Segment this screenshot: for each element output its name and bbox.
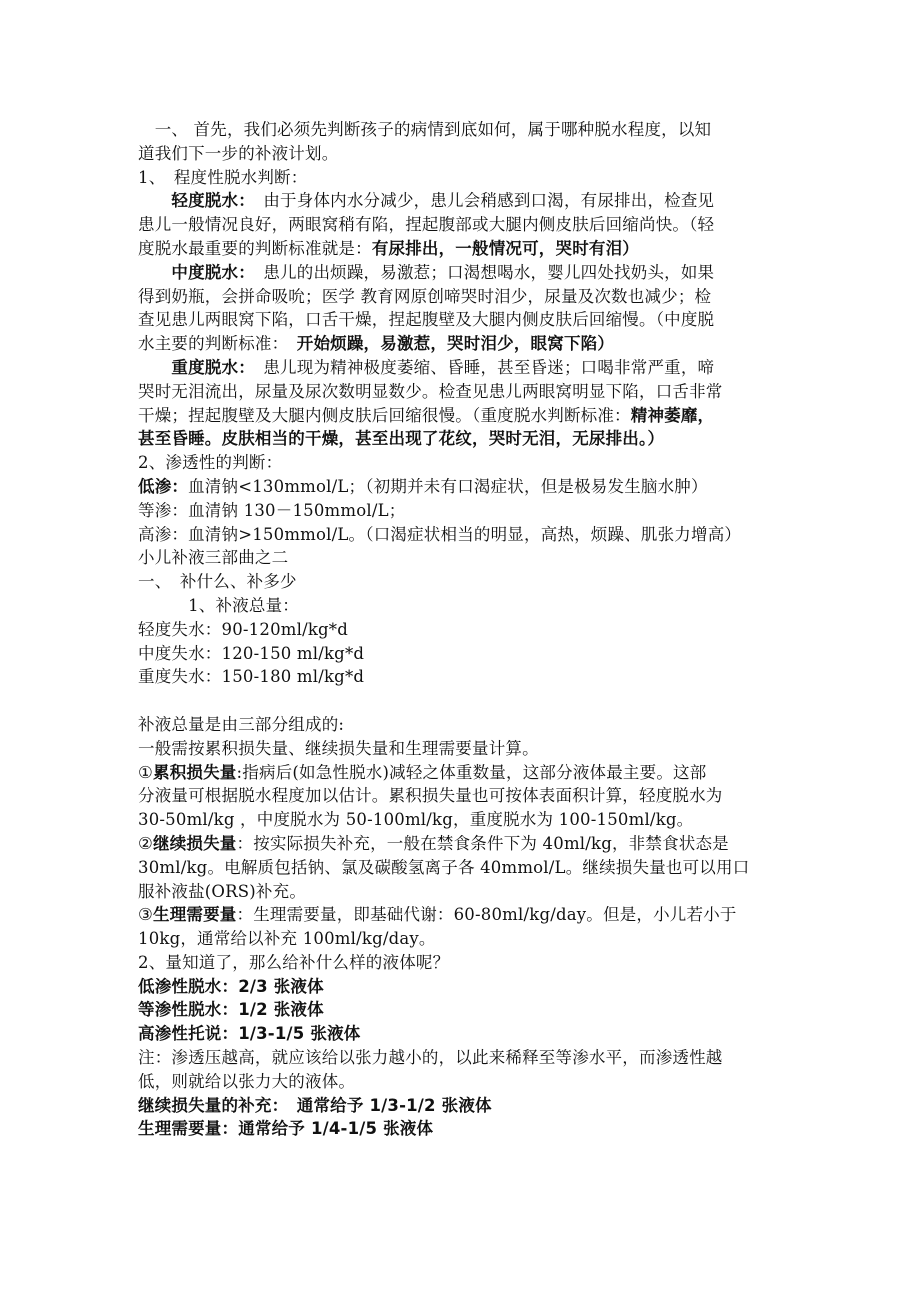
- text-line: [138, 1070, 790, 1094]
- text-run: 重度失水：150-180 ml/kg*d: [138, 667, 365, 687]
- text-run: 服补液盐(ORS)补充。: [138, 881, 307, 901]
- text-run: 一、: [138, 120, 194, 139]
- text-run: 补液总量是由三部分组成的:: [138, 714, 345, 734]
- text-run: 等渗：血清钠 130－150mmol/L；: [138, 500, 406, 520]
- text-line: [138, 308, 790, 332]
- text-run: 患儿现为精神极度萎缩、昏睡，甚至昏迷；口喝非常严重，啼: [246, 357, 715, 377]
- text-run: 中度失水：120-150 ml/kg*d: [138, 643, 365, 663]
- bold-text: 累积损失量: [153, 762, 237, 782]
- text-line: [138, 594, 790, 618]
- bold-text: 有尿排出，一般情况可，哭时有泪）: [371, 238, 640, 258]
- text-run: 低，则就给以张力大的液体。: [138, 1071, 356, 1091]
- text-line: [138, 404, 790, 428]
- text-run: ：按实际损失补充，一般在禁食条件下为 40ml/kg，非禁食状态是: [236, 833, 729, 853]
- text-run: [138, 596, 188, 615]
- bold-text: 轻度脱水：: [171, 191, 247, 211]
- bold-text: 继续损失量的补充： 通常给予 1/3-1/2 张液体: [138, 1095, 492, 1115]
- text-run: 小儿补液三部曲之二: [138, 548, 289, 568]
- text-line: [138, 118, 790, 142]
- bold-text: 高渗性托说：1/3-1/5 张液体: [138, 1024, 361, 1044]
- text-run: 一、 补什么、补多少: [138, 572, 297, 592]
- text-line: [138, 142, 790, 166]
- text-run: 患儿的出烦躁，易激惹；口渴想喝水，婴儿四处找奶头，如果: [246, 262, 715, 282]
- text-line: [138, 166, 790, 190]
- text-line: [138, 189, 790, 213]
- text-line: [138, 642, 790, 666]
- text-run: 30ml/kg。电解质包括钠、氯及碳酸氢离子各 40mmol/L。继续损失量也可以用口: [138, 857, 750, 877]
- bold-text: 重度脱水：: [171, 357, 247, 377]
- text-line: [138, 332, 790, 356]
- bold-text: 生理需要量: [153, 905, 237, 925]
- text-line: [138, 832, 790, 856]
- text-run: 血清钠<130mmol/L；（初期并未有口渴症状，但是极易发生脑水肿）: [188, 476, 708, 496]
- text-run: 患儿一般情况良好，两眼窝稍有陷，捏起腹部或大腿内侧皮肤后回缩尚快。（轻: [138, 215, 715, 235]
- bold-text: 继续损失量: [153, 833, 237, 853]
- text-line: [138, 427, 790, 451]
- text-run: 轻度失水：90-120ml/kg*d: [138, 619, 349, 639]
- text-run: 水主要的判断标准：: [138, 334, 297, 354]
- text-line: [138, 975, 790, 999]
- text-run: ①: [138, 762, 153, 782]
- bold-text: 等渗性脱水：1/2 张液体: [138, 1000, 324, 1020]
- text-line: [138, 880, 790, 904]
- text-line: [138, 570, 790, 594]
- text-line: [138, 998, 790, 1022]
- text-line: [138, 927, 790, 951]
- bold-text: 中度脱水：: [171, 262, 247, 282]
- bold-text: 低渗性脱水：2/3 张液体: [138, 976, 324, 996]
- text-line: [138, 761, 790, 785]
- bold-text: 精神萎靡，: [630, 405, 715, 425]
- text-line: [138, 1046, 790, 1070]
- text-line: [138, 951, 790, 975]
- text-run: ③: [138, 905, 153, 925]
- text-run: [138, 358, 171, 377]
- text-run: 一般需按累积损失量、继续损失量和生理需要量计算。: [138, 738, 539, 758]
- text-run: 2、量知道了，那么给补什么样的液体呢？: [138, 952, 450, 972]
- text-run: 哭时无泪流出，尿量及尿次数明显数少。检查见患儿两眼窝明显下陷，口舌非常: [138, 381, 723, 401]
- text-run: 首先，我们必须先判断孩子的病情到底如何，属于哪种脱水程度，以知: [193, 120, 712, 139]
- text-line: [138, 665, 790, 689]
- text-line: [138, 1117, 790, 1141]
- text-run: 注：渗透压越高，就应该给以张力越小的，以此来稀释至等渗水平，而渗透性越: [138, 1048, 723, 1068]
- text-line: [138, 713, 790, 737]
- text-line: [138, 1022, 790, 1046]
- text-line: [138, 903, 790, 927]
- text-line: [138, 784, 790, 808]
- text-run: 得到奶瓶，会拼命吸吮；医学 教育网原创啼哭时泪少，尿量及次数也减少；检: [138, 286, 712, 306]
- text-line: [138, 1094, 790, 1118]
- text-run: :指病后(如急性脱水)减轻之体重数量，这部分液体最主要。这部: [236, 762, 707, 782]
- text-line: [138, 856, 790, 880]
- text-run: 高渗：血清钠>150mmol/L。（口渴症状相当的明显，高热，烦躁、肌张力增高）: [138, 524, 742, 544]
- text-line: [138, 808, 790, 832]
- blank-line: [138, 689, 790, 713]
- text-line: [138, 356, 790, 380]
- text-run: 道我们下一步的补液计划。: [138, 143, 339, 163]
- text-line: [138, 475, 790, 499]
- text-run: ②: [138, 833, 153, 853]
- text-run: [138, 191, 171, 210]
- bold-text: 甚至昏睡。皮肤相当的干燥，甚至出现了花纹，哭时无泪，无尿排出。）: [138, 429, 665, 449]
- text-run: 由于身体内水分减少，患儿会稍感到口渴，有尿排出，检查见: [246, 191, 715, 211]
- text-run: [138, 263, 171, 282]
- text-line: [138, 380, 790, 404]
- text-line: [138, 546, 790, 570]
- bold-text: 低渗：: [138, 476, 189, 496]
- text-run: 30-50ml/kg ，中度脱水为 50-100ml/kg，重度脱水为 100-150ml/kg。: [138, 810, 694, 830]
- text-run: 1、补液总量：: [188, 595, 300, 615]
- text-run: 度脱水最重要的判断标准就是：: [138, 238, 372, 258]
- text-run: 10kg，通常给以补充 100ml/kg/day。: [138, 929, 436, 949]
- text-run: 1、 程度性脱水判断：: [138, 167, 308, 187]
- text-line: [138, 451, 790, 475]
- text-line: [138, 499, 790, 523]
- text-line: [138, 261, 790, 285]
- text-line: [138, 618, 790, 642]
- text-line: [138, 285, 790, 309]
- text-line: [138, 213, 790, 237]
- text-run: 查见患儿两眼窝下陷，口舌干燥，捏起腹壁及大腿内侧皮肤后回缩慢。（中度脱: [138, 310, 715, 330]
- text-run: 干燥；捏起腹壁及大腿内侧皮肤后回缩很慢。（重度脱水判断标准：: [138, 405, 631, 425]
- bold-text: 开始烦躁，易激惹，哭时泪少，眼窝下陷）: [296, 334, 615, 354]
- bold-text: 生理需要量：通常给予 1/4-1/5 张液体: [138, 1119, 434, 1139]
- text-run: 分液量可根据脱水程度加以估计。累积损失量也可按体表面积计算，轻度脱水为: [138, 786, 723, 806]
- text-run: ：生理需要量，即基础代谢：60-80ml/kg/day。但是，小儿若小于: [236, 905, 737, 925]
- text-line: [138, 523, 790, 547]
- text-line: [138, 237, 790, 261]
- text-line: [138, 737, 790, 761]
- text-run: 2、渗透性的判断：: [138, 453, 283, 473]
